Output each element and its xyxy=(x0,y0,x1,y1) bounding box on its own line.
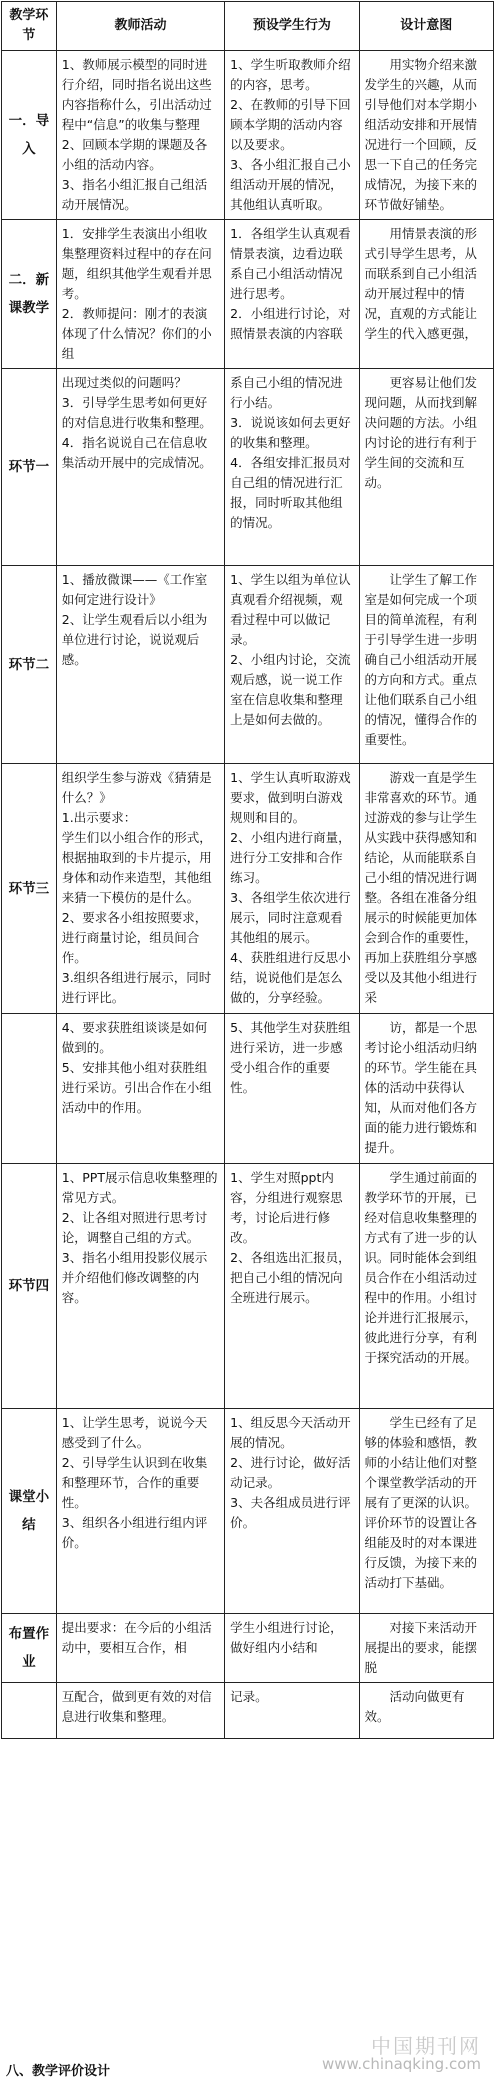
teacher-cell xyxy=(56,369,224,566)
intent-cell xyxy=(359,220,493,369)
intent-text: 学生通过前面的教学环节的开展，已经对信息收集整理的方式有了进一步的认识。同时能体会到组员合作在小组活动过程中的作用。小组讨论并进行汇报展示，彼此进行分享，有利于探究活动的开展。 xyxy=(364,1170,478,1365)
teacher-text: 4．指名说说自己在信息收集活动开展中的完成情况。 xyxy=(61,435,212,470)
teacher-cell xyxy=(56,51,224,220)
header-teacher: 教师活动 xyxy=(56,2,224,51)
intent-cell xyxy=(359,1409,493,1614)
student-cell xyxy=(225,1164,359,1409)
student-cell xyxy=(225,1014,359,1164)
teacher-text: 5、安排其他小组对获胜组进行采访。引出合作在小组活动中的作用。 xyxy=(61,1060,212,1115)
stage-label: 课堂小结 xyxy=(8,1489,50,1533)
stage-cell xyxy=(2,1683,57,1739)
stage-cell xyxy=(2,1164,57,1409)
student-text: 记录。 xyxy=(230,1689,268,1704)
teacher-text: 3、指名小组用投影仪展示并介绍他们修改调整的内容。 xyxy=(61,1250,208,1305)
intent-text: 用情景表演的形式引导学生思考，从而联系到自己小组活动开展过程中的情况，直观的方式能让学生的代入感更强， xyxy=(364,226,478,341)
student-text: 2、在教师的引导下回顾本学期的活动内容以及要求。 xyxy=(230,97,351,152)
stage-cell xyxy=(2,764,57,1014)
student-text: 系自己小组的情况进行小结。 xyxy=(230,375,343,410)
table-row xyxy=(2,1409,494,1614)
table-row xyxy=(2,1683,494,1739)
student-text: 2．小组进行讨论，对照情景表演的内容联 xyxy=(230,306,351,341)
intent-text: 游戏一直是学生非常喜欢的环节。通过游戏的参与让学生从实践中获得感知和结论，从而能联系自己小组的情况进行调整。各组在准备分组展示的时候能更加体会到合作的重要性，再加上获胜组分享感受以及其他小组进行采 xyxy=(364,770,478,1005)
student-text: 2、各组选出汇报员，把自己小组的情况向全班进行展示。 xyxy=(230,1250,351,1305)
student-cell xyxy=(225,764,359,1014)
stage-label: 环节四 xyxy=(8,1278,50,1294)
teacher-cell xyxy=(56,1409,224,1614)
student-text: 1、学生对照ppt内容，分组进行观察思考，讨论后进行修改。 xyxy=(230,1170,343,1245)
intent-cell xyxy=(359,764,493,1014)
intent-text: 更容易让他们发现问题，从而找到解决问题的方法。小组内讨论的进行有利于学生间的交流和互动。 xyxy=(364,375,478,490)
teacher-text: 2、要求各小组按照要求，进行商量讨论，组员间合作。 xyxy=(61,910,208,965)
intent-text: 让学生了解工作室是如何完成一个项目的简单流程，有利于引导学生进一步明确自己小组活动开展的方向和方式。重点让他们联系自己小组的情况，懂得合作的重要性。 xyxy=(364,572,478,747)
stage-label: 环节一 xyxy=(8,459,50,475)
intent-cell xyxy=(359,51,493,220)
student-cell xyxy=(225,1683,359,1739)
teacher-text: 2、让各组对照进行思考讨论，调整自己组的方式。 xyxy=(61,1210,208,1245)
header-intent: 设计意图 xyxy=(359,2,493,51)
student-text: 学生小组进行讨论，做好组内小结和 xyxy=(230,1620,343,1655)
student-text: 1、组反思今天活动开展的情况。 xyxy=(230,1415,351,1450)
intent-cell xyxy=(359,1014,493,1164)
student-cell xyxy=(225,51,359,220)
student-text: 3、夫各组成员进行评价。 xyxy=(230,1495,351,1530)
stage-cell xyxy=(2,566,57,764)
student-text: 4．各组安排汇报员对自己组的情况进行汇报，同时听取其他组的情况。 xyxy=(230,455,351,530)
student-text: 2、进行讨论，做好活动记录。 xyxy=(230,1455,351,1490)
header-student: 预设学生行为 xyxy=(225,2,359,51)
student-cell xyxy=(225,1614,359,1683)
student-text: 1．各组学生认真观看情景表演，边看边联系自己小组活动情况进行思考。 xyxy=(230,226,351,301)
teacher-text: 3、组织各小组进行组内评价。 xyxy=(61,1515,208,1550)
teacher-text: 组织学生参与游戏《猜猜是什么？》 xyxy=(61,770,212,805)
teacher-cell xyxy=(56,1164,224,1409)
header-stage: 教学环节 xyxy=(2,2,57,51)
intent-cell xyxy=(359,369,493,566)
student-cell xyxy=(225,220,359,369)
teacher-text: 3.组织各组进行展示，同时进行评比。 xyxy=(61,970,212,1005)
section-heading: 八、教学评价设计 xyxy=(6,2064,111,2079)
intent-cell xyxy=(359,566,493,764)
table-row xyxy=(2,51,494,220)
intent-cell xyxy=(359,1614,493,1683)
intent-cell xyxy=(359,1164,493,1409)
student-text: 1、学生以组为单位认真观看介绍视频，观看过程中可以做记录。 xyxy=(230,572,351,647)
stage-label: 一．导入 xyxy=(8,113,50,157)
intent-text: 访，都是一个思考讨论小组活动归纳的环节。学生能在具体的活动中获得认知，从而对他们各方面的能力进行锻炼和提升。 xyxy=(364,1020,478,1155)
teacher-text: 1、让学生思考，说说今天感受到了什么。 xyxy=(61,1415,208,1450)
teacher-text: 3．引导学生思考如何更好的对信息进行收集和整理。 xyxy=(61,395,212,430)
stage-cell xyxy=(2,1409,57,1614)
stage-cell xyxy=(2,1014,57,1164)
student-text: 1、学生认真听取游戏要求，做到明白游戏规则和目的。 xyxy=(230,770,351,825)
teacher-text: 1、PPT展示信息收集整理的常见方式。 xyxy=(61,1170,218,1205)
teacher-text: 出现过类似的问题吗？ xyxy=(61,375,187,390)
table-row xyxy=(2,566,494,764)
intent-text: 学生已经有了足够的体验和感悟，教师的小结让他们对整个课堂教学活动的开展有了更深的认识。评价环节的设置让各组能及时的对本课进行反馈，为接下来的活动打下基础。 xyxy=(364,1415,478,1590)
table-row xyxy=(2,1164,494,1409)
teacher-text: 提出要求：在今后的小组活动中，要相互合作，相 xyxy=(61,1620,212,1655)
table-row xyxy=(2,1014,494,1164)
teacher-text: 2、引导学生认识到在收集和整理环节，合作的重要性。 xyxy=(61,1455,208,1510)
student-text: 3．说说该如何去更好的收集和整理。 xyxy=(230,415,351,450)
student-text: 1、学生听取教师介绍的内容，思考。 xyxy=(230,57,351,92)
stage-cell xyxy=(2,1614,57,1683)
student-text: 3、各组学生依次进行展示，同时注意观看其他组的展示。 xyxy=(230,890,351,945)
teacher-cell xyxy=(56,1683,224,1739)
teacher-text: 4、要求获胜组谈谈是如何做到的。 xyxy=(61,1020,208,1055)
intent-text: 用实物介绍来激发学生的兴趣，从而引导他们对本学期小组活动安排和开展情况进行一个回顾，反思一下自己的任务完成情况，为接下来的环节做好铺垫。 xyxy=(364,57,478,212)
intent-text: 对接下来活动开展提出的要求，能摆脱 xyxy=(364,1620,478,1675)
teacher-text: 1、播放微课——《工作室如何定进行设计》 xyxy=(61,572,208,607)
table-row xyxy=(2,764,494,1014)
student-text: 5、其他学生对获胜组进行采访，进一步感受小组合作的重要性。 xyxy=(230,1020,351,1095)
teacher-text: 1、教师展示模型的同时进行介绍，同时指名说出这些内容指称什么，引出活动过程中“信息”的收集与整理 xyxy=(61,57,212,132)
teacher-text: 2、让学生观看后以小组为单位进行讨论，说说观后感。 xyxy=(61,612,208,667)
teacher-cell xyxy=(56,764,224,1014)
teacher-text: 1．安排学生表演出小组收集整理资料过程中的存在问题，组织其他学生观看并思考。 xyxy=(61,226,212,301)
stage-cell xyxy=(2,220,57,369)
teacher-cell xyxy=(56,566,224,764)
teacher-text: 3、指名小组汇报自己组活动开展情况。 xyxy=(61,177,208,212)
stage-cell xyxy=(2,369,57,566)
table-row xyxy=(2,220,494,369)
intent-cell xyxy=(359,1683,493,1739)
table-header-row xyxy=(2,2,494,51)
student-text: 3、各小组汇报自己小组活动开展的情况，其他组认真听取。 xyxy=(230,157,351,212)
teacher-text: 2、回顾本学期的课题及各小组的活动内容。 xyxy=(61,137,208,172)
stage-label: 二．新课教学 xyxy=(8,272,50,316)
teacher-text: 2．教师提问：刚才的表演体现了什么情况？你们的小组 xyxy=(61,306,212,361)
lesson-plan-table xyxy=(1,1,494,1739)
stage-label: 环节二 xyxy=(8,656,50,673)
watermark-text: 中国期刊网 xyxy=(371,2034,481,2058)
stage-label: 布置作业 xyxy=(8,1626,50,1670)
student-cell xyxy=(225,566,359,764)
stage-cell xyxy=(2,51,57,220)
intent-text: 活动向做更有效。 xyxy=(364,1689,465,1724)
student-text: 2、小组内进行商量，进行分工安排和合作练习。 xyxy=(230,830,351,885)
teacher-text: 1.出示要求： xyxy=(61,810,137,825)
table-row xyxy=(2,1614,494,1683)
teacher-text: 互配合，做到更有效的对信息进行收集和整理。 xyxy=(61,1689,212,1724)
teacher-cell xyxy=(56,220,224,369)
student-cell xyxy=(225,1409,359,1614)
teacher-text: 学生们以小组合作的形式，根据抽取到的卡片提示，用身体和动作来造型，其他组来猜一下模仿的是什么。 xyxy=(61,830,212,905)
watermark-url: www.chinaqking.com xyxy=(321,2055,481,2073)
teacher-cell xyxy=(56,1014,224,1164)
stage-label: 环节三 xyxy=(8,880,50,897)
table-row xyxy=(2,369,494,566)
student-cell xyxy=(225,369,359,566)
student-text: 2、小组内讨论，交流观后感，说一说工作室在信息收集和整理上是如何去做的。 xyxy=(230,652,351,727)
student-text: 4、获胜组进行反思小结，说说他们是怎么做的，分享经验。 xyxy=(230,950,351,1005)
teacher-cell xyxy=(56,1614,224,1683)
